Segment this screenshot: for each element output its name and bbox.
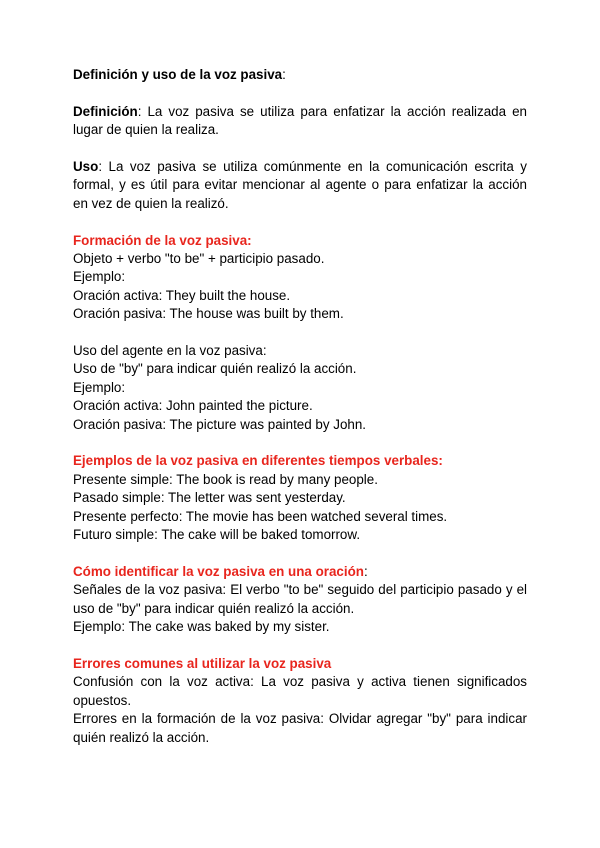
document-page [73, 66, 527, 765]
errors-heading: Errores comunes al utilizar la voz pasiva [73, 655, 332, 671]
identify-example: Ejemplo: The cake was baked by my sister. [73, 619, 330, 635]
identify-heading-line [73, 563, 527, 581]
identify-heading-suffix: : [363, 563, 368, 579]
formation-heading: Formación de la voz pasiva: [73, 232, 252, 248]
agent-line: Oración pasiva: The picture was painted by John. [73, 416, 367, 432]
document-title [73, 66, 527, 84]
usage-paragraph [73, 158, 527, 213]
formation-line: Objeto + verbo "to be" + participio pasado. [73, 251, 325, 267]
formation-line: Ejemplo: [73, 269, 126, 285]
formation-line: Oración pasiva: The house was built by them. [73, 306, 344, 322]
agent-line: Uso del agente en la voz pasiva: [73, 343, 267, 359]
errors-paragraph-1: Confusión con la voz activa: La voz pasiva y activa tienen significados opuestos. [73, 674, 527, 708]
definition-paragraph [73, 103, 527, 140]
tenses-line: Presente simple: The book is read by many people. [73, 471, 378, 487]
identify-heading: Cómo identificar la voz pasiva en una oración [73, 563, 364, 579]
definition-text: : La voz pasiva se utiliza para enfatizar la acción realizada en lugar de quien la realiza. [73, 103, 527, 138]
agent-line: Oración activa: John painted the picture. [73, 398, 313, 414]
formation-line: Oración activa: They built the house. [73, 287, 291, 303]
agent-section [73, 342, 527, 434]
formation-section [73, 232, 527, 324]
tenses-line: Presente perfecto: The movie has been watched several times. [73, 508, 448, 524]
agent-line: Uso de "by" para indicar quién realizó la acción. [73, 361, 357, 377]
tenses-line: Pasado simple: The letter was sent yesterday. [73, 490, 346, 506]
errors-paragraph-2: Errores en la formación de la voz pasiva: Olvidar agregar "by" para indicar quién realizó la acción. [73, 711, 527, 745]
identify-paragraph: Señales de la voz pasiva: El verbo "to be" seguido del participio pasado y el uso de "by" para indicar quién realizó la acción. [73, 582, 527, 616]
definition-label: Definición [73, 103, 138, 119]
tenses-section [73, 452, 527, 544]
agent-line: Ejemplo: [73, 379, 126, 395]
errors-section [73, 655, 527, 747]
document-title-suffix: : [282, 67, 286, 82]
usage-label: Uso [73, 159, 99, 174]
usage-text: : La voz pasiva se utiliza comúnmente en la comunicación escrita y formal, y es útil para evitar mencionar al agente o para enfatizar la acción en vez de quien la realizó. [73, 159, 527, 211]
tenses-heading: Ejemplos de la voz pasiva en diferentes tiempos verbales: [73, 453, 443, 469]
identify-section [73, 563, 527, 637]
tenses-line: Futuro simple: The cake will be baked tomorrow. [73, 527, 361, 543]
document-title-text: Definición y uso de la voz pasiva [73, 67, 283, 82]
